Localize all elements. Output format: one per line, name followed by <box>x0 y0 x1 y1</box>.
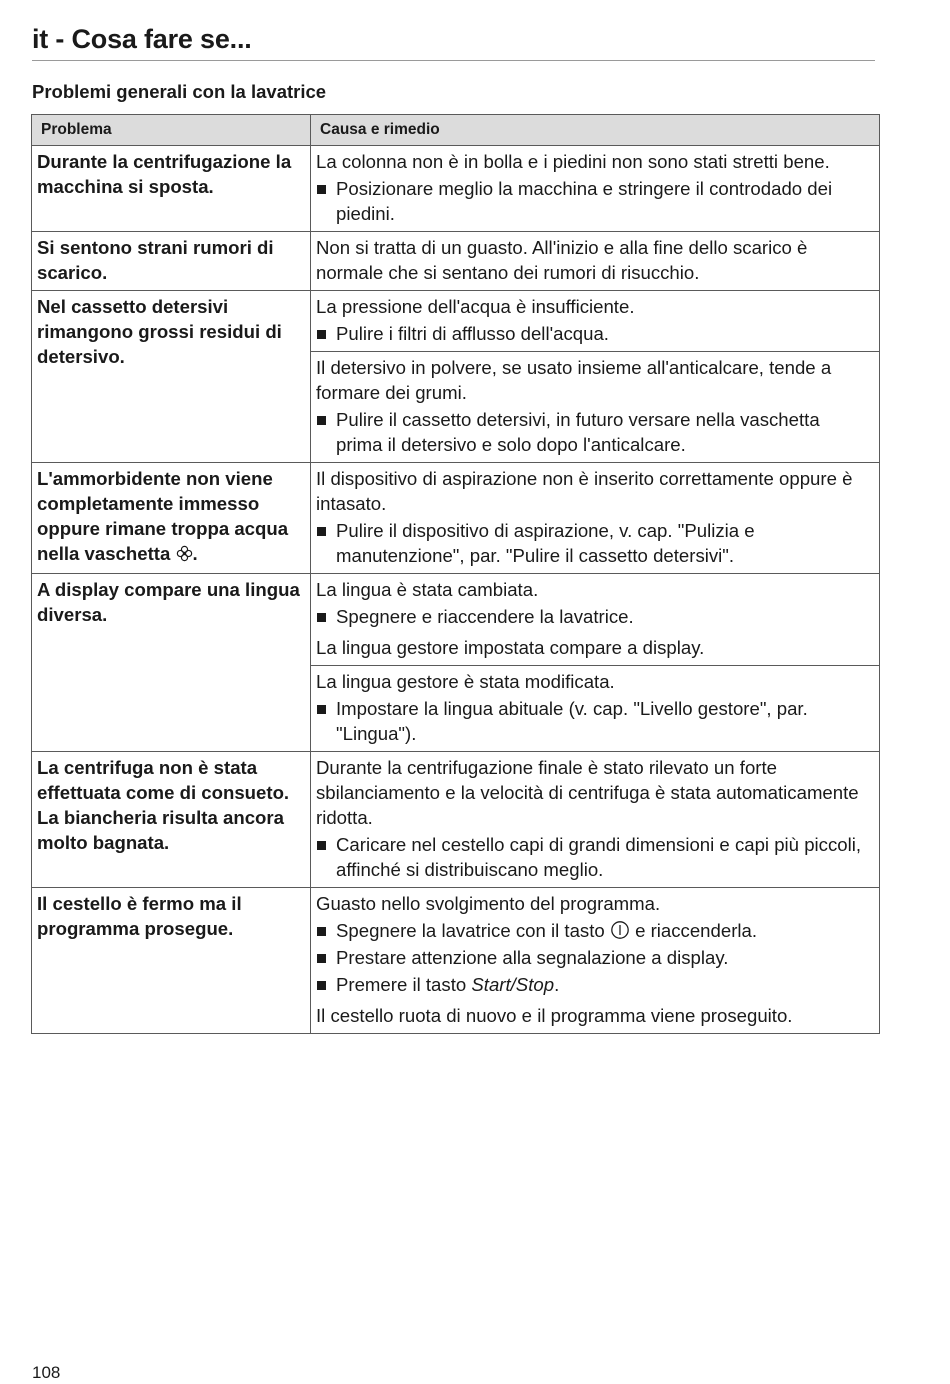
bullet-square-icon <box>317 841 326 850</box>
cause-text: La colonna non è in bolla e i piedini non sono stati stretti bene. <box>316 151 830 172</box>
cause-cell <box>311 888 880 1034</box>
remedy-item: Spegnere e riaccendere la lavatrice. <box>316 604 871 629</box>
cause-cell <box>311 146 880 232</box>
cause-text: Non si tratta di un guasto. All'inizio e alla fine dello scarico è normale che si sentano dei rumori di risucchio. <box>316 237 808 283</box>
problem-cell: Si sentono strani rumori di scarico. <box>32 232 311 291</box>
cause-text: Guasto nello svolgimento del programma. <box>316 893 661 914</box>
troubleshooting-table <box>31 114 880 1034</box>
bullet-square-icon <box>317 185 326 194</box>
remedy-item: Posizionare meglio la macchina e stringere il controdado dei piedini. <box>316 176 871 226</box>
cause-cell <box>311 232 880 291</box>
fabric-softener-icon <box>176 545 193 562</box>
cause-text: Il dispositivo di aspirazione non è inserito correttamente oppure è intasato. <box>316 468 853 514</box>
result-text: La lingua gestore impostata compare a display. <box>316 637 705 658</box>
page-title: it - Cosa fare se... <box>32 24 252 54</box>
cause-text: Durante la centrifugazione finale è stato rilevato un forte sbilanciamento e la velocità di centrifuga è stata automaticamente ridotta. <box>316 757 859 828</box>
bullet-square-icon <box>317 527 326 536</box>
problem-cell: A display compare una lingua diversa. <box>32 574 311 752</box>
result-text: Il cestello ruota di nuovo e il programma viene proseguito. <box>316 1005 793 1026</box>
cause-cell <box>311 666 880 752</box>
page-header <box>32 22 875 61</box>
cause-text: La pressione dell'acqua è insufficiente. <box>316 296 635 317</box>
section-title: Problemi generali con la lavatrice <box>32 81 327 102</box>
problem-cell: Il cestello è fermo ma il programma prosegue. <box>32 888 311 1034</box>
cause-cell <box>311 574 880 666</box>
cause-text: La lingua è stata cambiata. <box>316 579 539 600</box>
problem-cell: La centrifuga non è stata effettuata come di consueto. La biancheria risulta ancora molto bagnata. <box>32 752 311 888</box>
power-button-icon <box>610 920 630 940</box>
bullet-square-icon <box>317 705 326 714</box>
remedy-item: Impostare la lingua abituale (v. cap. "Livello gestore", par. "Lingua"). <box>316 696 871 746</box>
problem-cell: L'ammorbidente non viene completamente immesso oppure rimane troppa acqua nella vaschetta . <box>32 463 311 574</box>
cause-cell <box>311 463 880 574</box>
remedy-item: Premere il tasto Start/Stop. <box>316 972 871 997</box>
table-row <box>32 574 880 666</box>
cause-cell <box>311 291 880 352</box>
bullet-square-icon <box>317 330 326 339</box>
table-row <box>32 232 880 291</box>
table-row <box>32 291 880 352</box>
remedy-item: Caricare nel cestello capi di grandi dimensioni e capi più piccoli, affinché si distribuiscano meglio. <box>316 832 871 882</box>
bullet-square-icon <box>317 927 326 936</box>
table-row <box>32 752 880 888</box>
column-header-problem: Problema <box>32 115 311 146</box>
remedy-item: Pulire il cassetto detersivi, in futuro versare nella vaschetta prima il detersivo e solo dopo l'anticalcare. <box>316 407 871 457</box>
bullet-square-icon <box>317 416 326 425</box>
header-divider <box>32 60 875 61</box>
remedy-item: Pulire il dispositivo di aspirazione, v. cap. "Pulizia e manutenzione", par. "Pulire il cassetto detersivi". <box>316 518 871 568</box>
table-row <box>32 888 880 1034</box>
start-stop-key-label: Start/Stop <box>471 974 555 995</box>
bullet-square-icon <box>317 613 326 622</box>
table-row <box>32 463 880 574</box>
page-number: 108 <box>32 1363 61 1382</box>
table-header-row <box>32 115 880 146</box>
bullet-square-icon <box>317 981 326 990</box>
cause-cell <box>311 352 880 463</box>
cause-text: Il detersivo in polvere, se usato insieme all'anticalcare, tende a formare dei grumi. <box>316 357 832 403</box>
cause-text: La lingua gestore è stata modificata. <box>316 671 615 692</box>
problem-cell: Nel cassetto detersivi rimangono grossi residui di detersivo. <box>32 291 311 463</box>
problem-cell: Durante la centrifugazione la macchina si sposta. <box>32 146 311 232</box>
bullet-square-icon <box>317 954 326 963</box>
remedy-item: Spegnere la lavatrice con il tasto e riaccenderla. <box>316 918 871 943</box>
cause-cell <box>311 752 880 888</box>
table-row <box>32 146 880 232</box>
remedy-item: Pulire i filtri di afflusso dell'acqua. <box>316 321 871 346</box>
remedy-item: Prestare attenzione alla segnalazione a display. <box>316 945 871 970</box>
column-header-cause: Causa e rimedio <box>311 115 880 146</box>
